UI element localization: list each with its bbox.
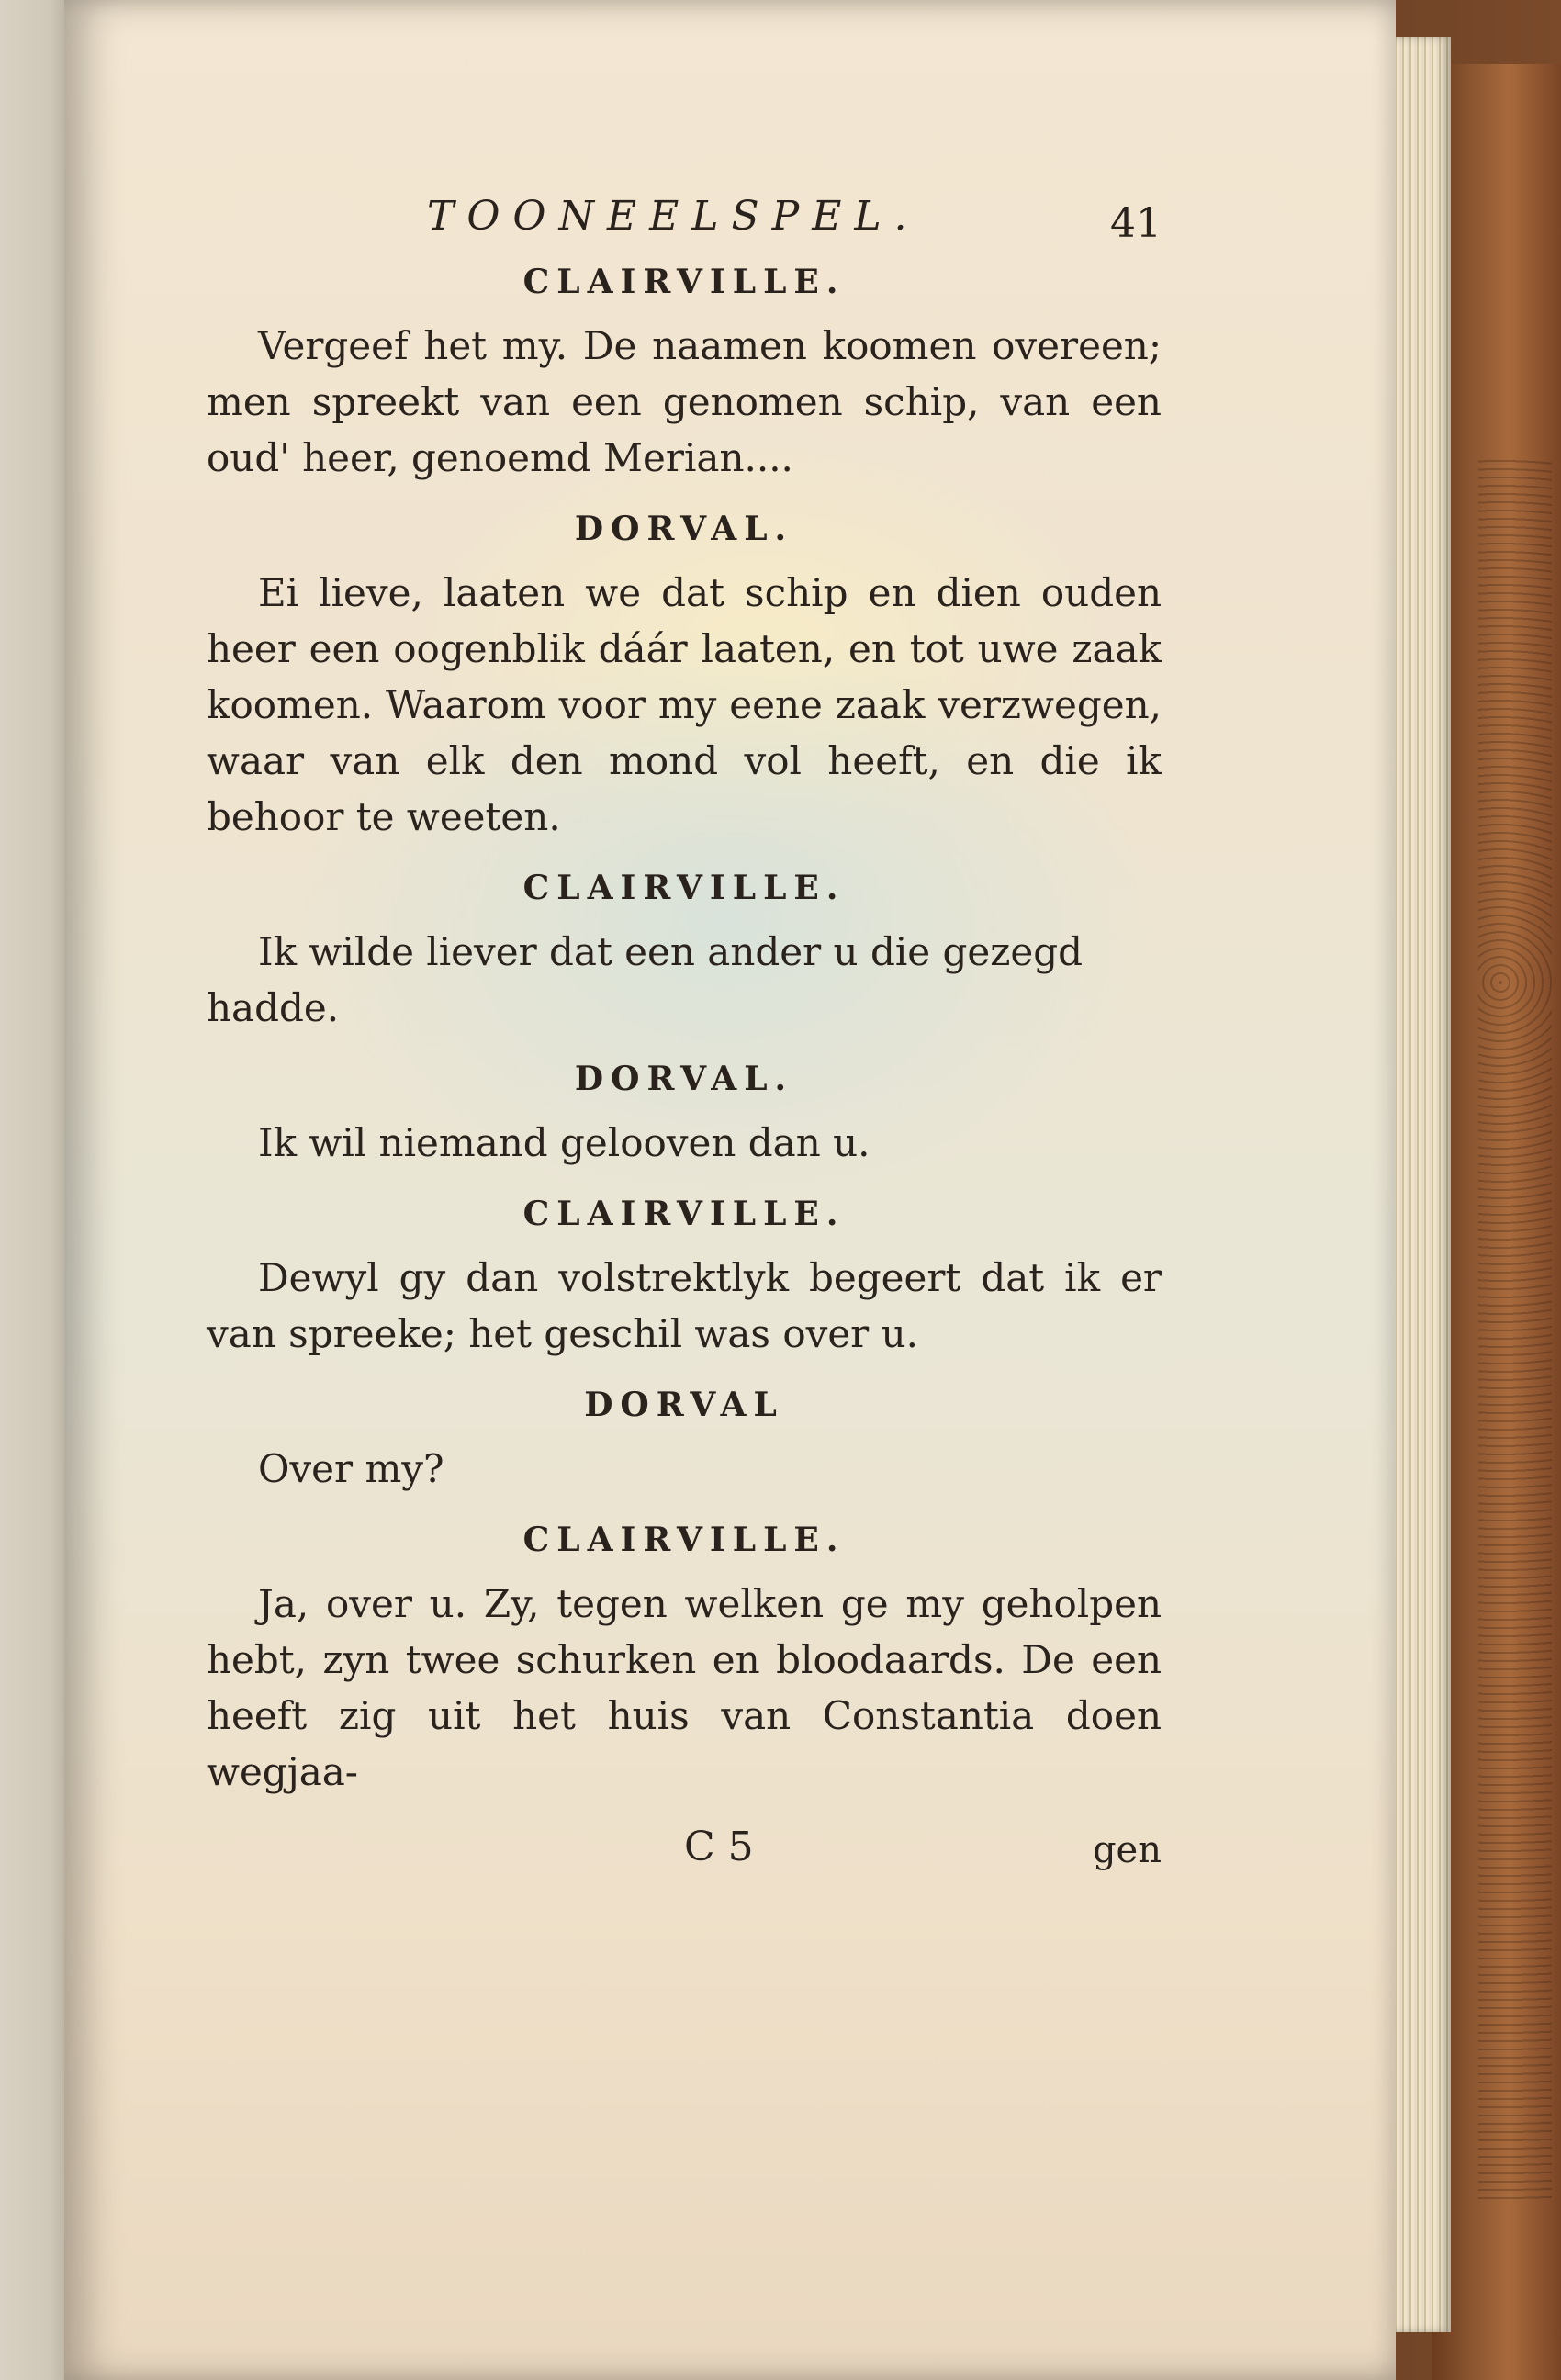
speech-block-5 xyxy=(207,1195,1162,1362)
speech-block-6 xyxy=(207,1386,1162,1497)
speech-text: Ja, over u. Zy, tegen welken ge my geholpen hebt, zyn twee schurken en bloodaards. De een heeft zig uit het huis van Constantia doen wegjaa- xyxy=(207,1581,1162,1794)
speaker-name: CLAIRVILLE. xyxy=(522,869,846,907)
speech-text: Ik wil niemand gelooven dan u. xyxy=(258,1120,870,1165)
running-title: TOONEELSPEL. xyxy=(427,193,920,240)
binding-speckle xyxy=(1478,459,1552,2204)
speaker-name: CLAIRVILLE. xyxy=(522,1195,846,1233)
catchword: gen xyxy=(1092,1829,1162,1871)
speech-text: Ei lieve, laaten we dat schip en dien ouden heer een oogenblik dáár laaten, en tot uwe zaak koomen. Waarom voor my eene zaak verzwegen, waar van elk den mond vol heeft, en die ik behoor te weeten. xyxy=(207,570,1162,839)
speech-block-7 xyxy=(207,1521,1162,1800)
speaker-name: DORVAL xyxy=(584,1386,784,1424)
speech-block-2 xyxy=(207,510,1162,845)
signature-mark: C 5 xyxy=(684,1824,754,1870)
speaker-name: DORVAL. xyxy=(574,510,794,548)
speech-block-1 xyxy=(207,263,1162,486)
speech-text: Vergeef het my. De naamen koomen overeen; men spreekt van een genomen schip, van een oud' heer, genoemd Merian.... xyxy=(207,323,1162,480)
running-head xyxy=(207,184,1162,257)
speech-text: Dewyl gy dan volstrektlyk begeert dat ik er van spreeke; het geschil was over u. xyxy=(207,1255,1162,1356)
page-number: 41 xyxy=(1110,200,1162,247)
speaker-name: CLAIRVILLE. xyxy=(522,1521,846,1559)
page-footer xyxy=(207,1824,1162,1888)
speaker-name: DORVAL. xyxy=(574,1060,794,1098)
page-content xyxy=(207,184,1162,1888)
book-page xyxy=(64,0,1396,2380)
speech-block-4 xyxy=(207,1060,1162,1171)
speech-text: Ik wilde liever dat een ander u die gezegd hadde. xyxy=(207,929,1083,1030)
speech-text: Over my? xyxy=(258,1446,444,1491)
speaker-name: CLAIRVILLE. xyxy=(522,263,846,301)
speech-block-3 xyxy=(207,869,1162,1036)
